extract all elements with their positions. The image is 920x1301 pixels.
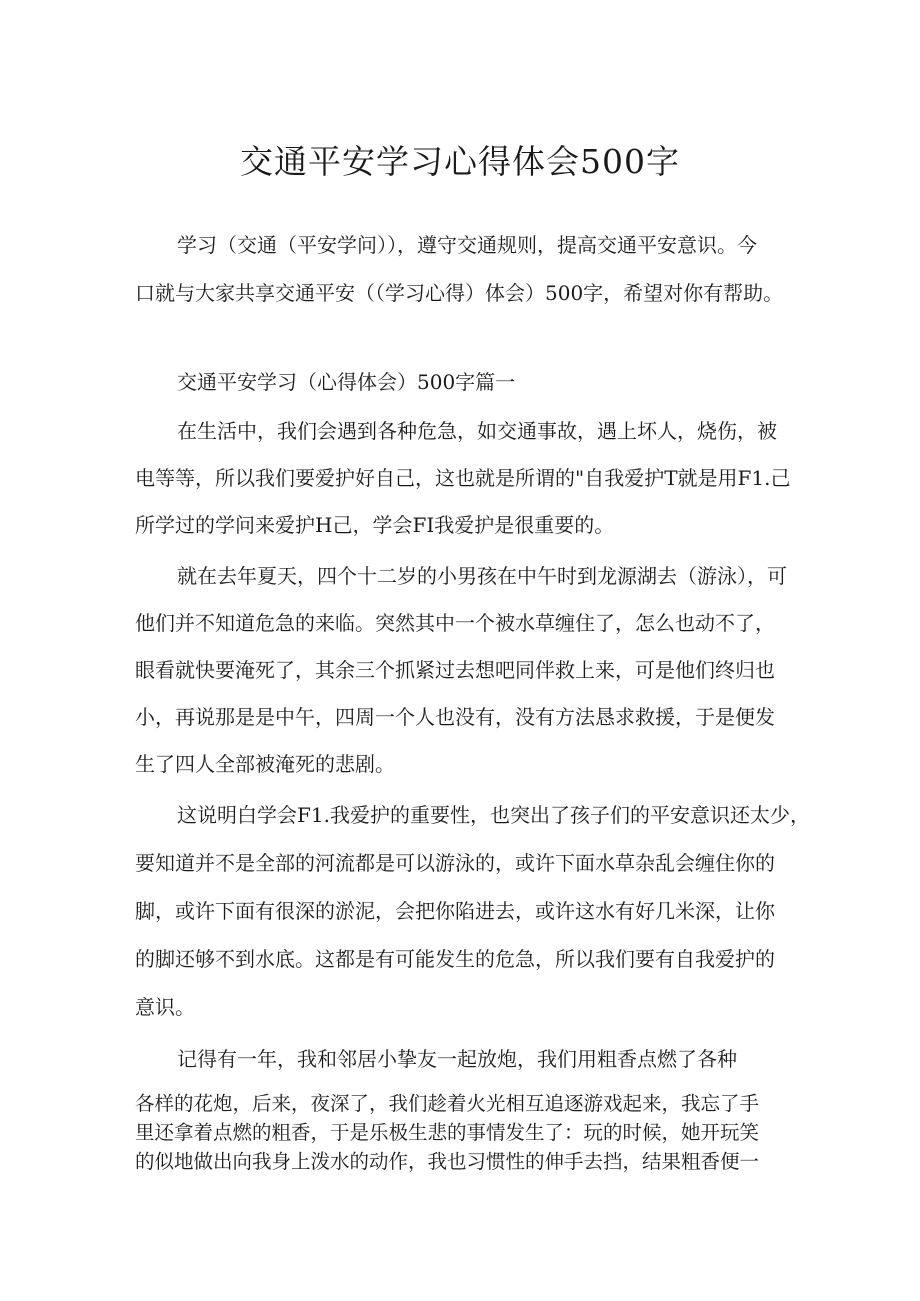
text-line: 电等等，所以我们要爱护好自己，这也就是所谓的"自我爱护T就是用F1.己 [135, 466, 791, 490]
text-line: 眼看就快要淹死了，其余三个抓紧过去想吧同伴救上来，可是他们终归也 [135, 658, 775, 682]
body-paragraph-1 [135, 408, 795, 549]
text-line: 学习（交通（平安学问）），遵守交通规则，提高交通平安意识。今 [177, 233, 757, 257]
text-line: 口就与大家共享交通平安（（学习心得）体会）500字，希望对你有帮助。 [135, 281, 784, 305]
text-line: 记得有一年，我和邻居小挚友一起放炮，我们用粗香点燃了各种 [177, 1047, 737, 1071]
document-title: 交通平安学习心得体会500字 [240, 142, 680, 181]
text-line: 生了四人全部被淹死的悲剧。 [135, 752, 395, 776]
text-line: 意识。 [135, 995, 195, 1019]
body-paragraph-4-continued [135, 1089, 795, 1176]
text-line: 里还拿着点燃的粗香，于是乐极生悲的事情发生了：玩的时候，她开玩笑 [135, 1121, 760, 1144]
text-line: 小，再说那是是中午，四周一个人也没有，没有方法恳求救援，于是便发 [135, 705, 775, 729]
body-paragraph-2 [135, 553, 795, 788]
text-line: 的脚还够不到水底。这都是有可能发生的危急，所以我们要有自我爱护的 [135, 947, 775, 971]
section-heading: 交通平安学习（心得体会）500字篇一 [177, 370, 516, 394]
text-line: 他们并不知道危急的来临。突然其中一个被水草缠住了，怎么也动不了， [135, 611, 775, 635]
text-line: 这说明白学会F1.我爱护的重要性，也突出了孩子们的平安意识还太少， [177, 803, 810, 827]
intro-paragraph [135, 221, 795, 317]
text-line: 各样的花炮，后来，夜深了，我们趁着火光相互追逐游戏起来，我忘了手 [135, 1092, 760, 1115]
text-line: 的似地做出向我身上泼水的动作，我也习惯性的伸手去挡，结果粗香便一 [135, 1150, 760, 1173]
text-line: 要知道并不是全部的河流都是可以游泳的，或许下面水草杂乱会缠住你的 [135, 851, 775, 875]
text-line: 所学过的学问来爱护H己，学会FI我爱护是很重要的。 [135, 513, 615, 537]
text-line: 在生活中，我们会遇到各种危急，如交通事故，遇上坏人，烧伤，被 [177, 419, 777, 443]
text-line: 就在去年夏天，四个十二岁的小男孩在中午时到龙源湖去（游泳），可 [177, 564, 787, 588]
body-paragraph-4-start [135, 1040, 795, 1078]
text-line: 脚，或许下面有很深的淤泥，会把你陷进去，或许这水有好几米深，让你 [135, 899, 775, 923]
body-paragraph-3 [135, 791, 810, 1031]
